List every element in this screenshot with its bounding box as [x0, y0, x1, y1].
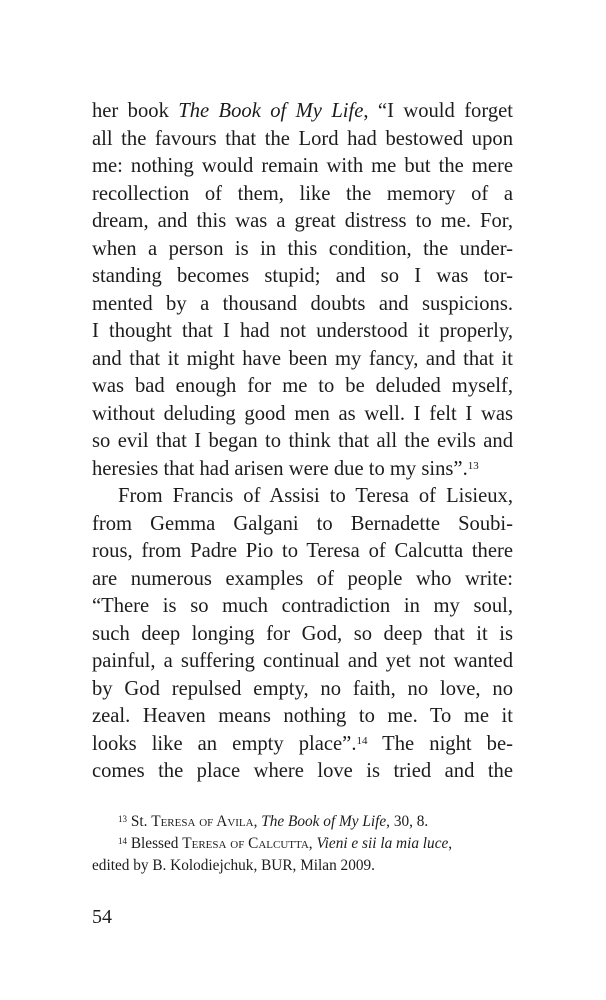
text-line: so evil that I began to think that all the evils and: [92, 430, 513, 452]
footnote-reference: 13: [467, 459, 479, 472]
text-line: comes the place where love is tried and the: [92, 760, 513, 782]
text-line: rous, from Padre Pio to Teresa of Calcutta there: [92, 540, 513, 562]
footnote-number: 13: [118, 814, 127, 824]
text-line: was bad enough for me to be deluded myself,: [92, 375, 513, 397]
text-line: looks like an empty place”.$^{14}$ The night be-: [92, 732, 513, 755]
text-line: recollection of them, like the memory of a: [92, 182, 513, 205]
text-line: when a person is in this condition, the under-: [92, 237, 513, 260]
footnote-reference: 14: [356, 734, 368, 747]
text-line: from Gemma Galgani to Bernadette Soubi-: [92, 512, 513, 535]
text-line: me: nothing would remain with me but the mere: [92, 155, 513, 177]
text-line: I thought that I had not understood it properly,: [92, 320, 513, 342]
text-line: From Francis of Assisi to Teresa of Lisieux,: [118, 485, 513, 507]
text-line: are numerous examples of people who write:: [92, 567, 513, 590]
text-line: “There is so much contradiction in my soul,: [92, 595, 513, 617]
footnote: $^{13}$ St. Teresa of Avila, The Book of My Life, 30, 8.: [118, 813, 429, 830]
footnotes: [92, 811, 513, 877]
text-line: and that it might have been my fancy, and that it: [92, 347, 513, 370]
page-number: 54: [92, 906, 112, 928]
text-line: by God repulsed empty, no faith, no love, no: [92, 677, 513, 700]
text-line: without deluding good men as well. I felt I was: [92, 402, 513, 425]
text-line: zeal. Heaven means nothing to me. To me it: [92, 705, 513, 727]
footnote-continuation: edited by B. Kolodiejchuk, BUR, Milan 2009.: [92, 857, 375, 874]
text-line: standing becomes stupid; and so I was tor-: [92, 265, 513, 287]
body-text: [92, 98, 513, 786]
text-line: painful, a suffering continual and yet not wanted: [92, 650, 513, 672]
text-line: all the favours that the Lord had bestowed upon: [92, 127, 513, 150]
text-line: mented by a thousand doubts and suspicions.: [92, 292, 513, 315]
text-line: such deep longing for God, so deep that it is: [92, 622, 513, 645]
text-line: her book The Book of My Life, “I would forget: [92, 100, 513, 122]
text-line: dream, and this was a great distress to me. For,: [92, 210, 513, 232]
text-line: heresies that had arisen were due to my sins”.$^{13}$: [92, 457, 479, 480]
footnote: $^{14}$ Blessed Teresa of Calcutta, Vieni e sii la mia luce,: [118, 835, 453, 852]
footnote-number: 14: [118, 836, 127, 846]
